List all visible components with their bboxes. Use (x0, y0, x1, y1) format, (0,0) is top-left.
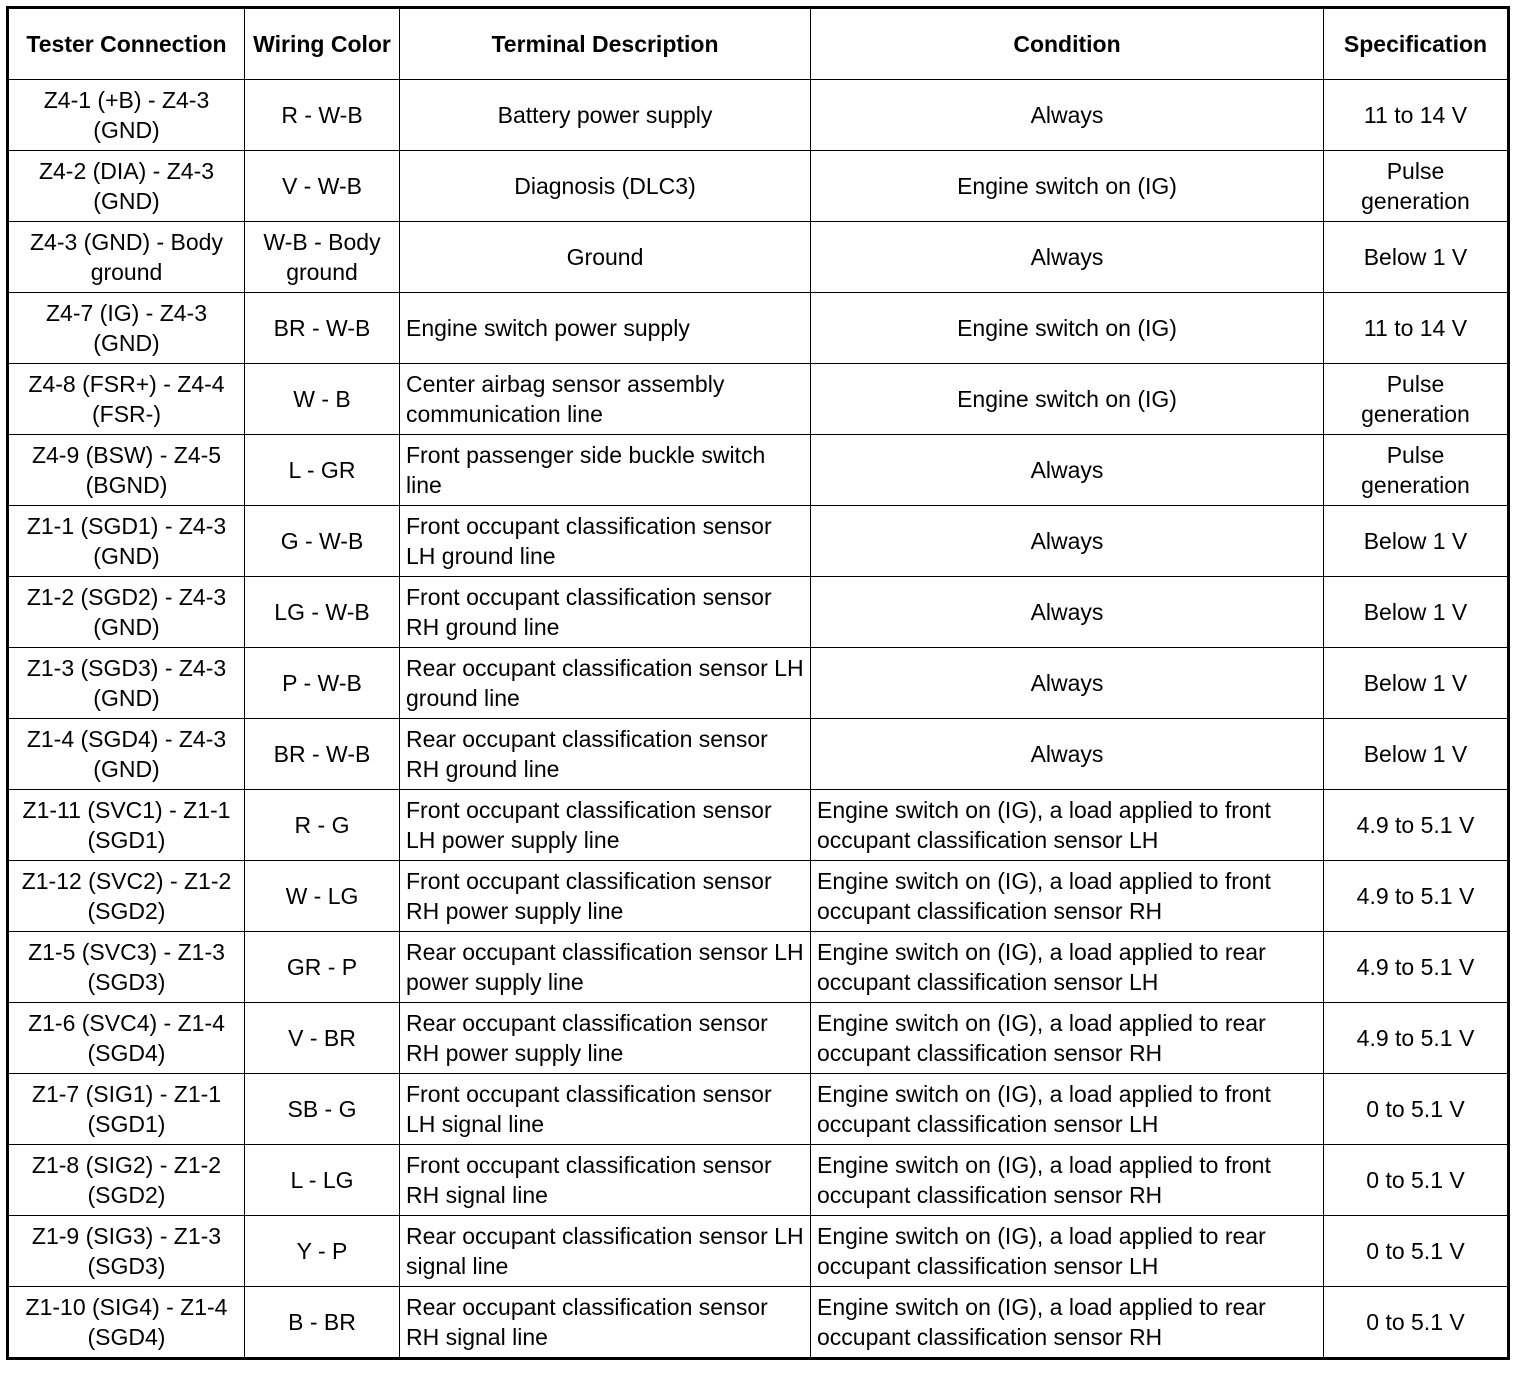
specification-cell: Pulse generation (1324, 151, 1509, 222)
table-row (8, 790, 1509, 861)
specification-cell: Below 1 V (1324, 648, 1509, 719)
wiring-color-cell: G - W-B (245, 506, 400, 577)
condition-cell: Engine switch on (IG), a load applied to rear occupant classification sensor RH (811, 1287, 1324, 1359)
condition-cell: Always (811, 577, 1324, 648)
specification-cell: 11 to 14 V (1324, 80, 1509, 151)
tester-connection-cell: Z1-4 (SGD4) - Z4-3 (GND) (8, 719, 245, 790)
table-row (8, 1074, 1509, 1145)
terminal-description-cell: Center airbag sensor assembly communication line (400, 364, 811, 435)
specification-cell: 4.9 to 5.1 V (1324, 932, 1509, 1003)
terminal-description-cell: Rear occupant classification sensor RH power supply line (400, 1003, 811, 1074)
table-row (8, 577, 1509, 648)
tester-connection-cell: Z4-9 (BSW) - Z4-5 (BGND) (8, 435, 245, 506)
table-row (8, 435, 1509, 506)
terminal-description-cell: Front passenger side buckle switch line (400, 435, 811, 506)
condition-cell: Always (811, 506, 1324, 577)
tester-connection-cell: Z4-3 (GND) - Body ground (8, 222, 245, 293)
condition-cell: Engine switch on (IG), a load applied to front occupant classification sensor LH (811, 1074, 1324, 1145)
table-row (8, 151, 1509, 222)
table-row (8, 506, 1509, 577)
condition-cell: Engine switch on (IG), a load applied to front occupant classification sensor RH (811, 1145, 1324, 1216)
condition-cell: Engine switch on (IG), a load applied to rear occupant classification sensor LH (811, 932, 1324, 1003)
wiring-color-cell: BR - W-B (245, 293, 400, 364)
wiring-color-cell: V - W-B (245, 151, 400, 222)
tester-connection-cell: Z1-3 (SGD3) - Z4-3 (GND) (8, 648, 245, 719)
specification-cell: 4.9 to 5.1 V (1324, 1003, 1509, 1074)
specification-cell: 4.9 to 5.1 V (1324, 790, 1509, 861)
specification-cell: Below 1 V (1324, 222, 1509, 293)
terminal-description-cell: Ground (400, 222, 811, 293)
specification-cell: 11 to 14 V (1324, 293, 1509, 364)
terminal-description-cell: Battery power supply (400, 80, 811, 151)
wiring-color-cell: P - W-B (245, 648, 400, 719)
specification-cell: 0 to 5.1 V (1324, 1145, 1509, 1216)
table-row (8, 1145, 1509, 1216)
terminal-description-cell: Front occupant classification sensor RH ground line (400, 577, 811, 648)
table-row (8, 719, 1509, 790)
wiring-color-cell: R - W-B (245, 80, 400, 151)
tester-connection-cell: Z1-1 (SGD1) - Z4-3 (GND) (8, 506, 245, 577)
wiring-color-cell: LG - W-B (245, 577, 400, 648)
wiring-color-cell: L - LG (245, 1145, 400, 1216)
tester-connection-cell: Z1-11 (SVC1) - Z1-1 (SGD1) (8, 790, 245, 861)
wiring-color-cell: L - GR (245, 435, 400, 506)
header-row (8, 8, 1509, 80)
header-condition: Condition (811, 8, 1324, 80)
tester-connection-cell: Z1-12 (SVC2) - Z1-2 (SGD2) (8, 861, 245, 932)
header-terminal-description: Terminal Description (400, 8, 811, 80)
terminal-description-cell: Rear occupant classification sensor RH signal line (400, 1287, 811, 1359)
condition-cell: Always (811, 719, 1324, 790)
condition-cell: Engine switch on (IG), a load applied to front occupant classification sensor LH (811, 790, 1324, 861)
wiring-color-cell: GR - P (245, 932, 400, 1003)
tester-connection-cell: Z4-7 (IG) - Z4-3 (GND) (8, 293, 245, 364)
tester-connection-cell: Z4-1 (+B) - Z4-3 (GND) (8, 80, 245, 151)
header-specification: Specification (1324, 8, 1509, 80)
condition-cell: Engine switch on (IG) (811, 364, 1324, 435)
specification-cell: Below 1 V (1324, 506, 1509, 577)
header-wiring-color: Wiring Color (245, 8, 400, 80)
condition-cell: Engine switch on (IG) (811, 293, 1324, 364)
table-row (8, 648, 1509, 719)
wiring-color-cell: R - G (245, 790, 400, 861)
table-row (8, 80, 1509, 151)
table-row (8, 1287, 1509, 1359)
condition-cell: Always (811, 222, 1324, 293)
terminal-description-cell: Front occupant classification sensor LH signal line (400, 1074, 811, 1145)
specification-cell: Pulse generation (1324, 435, 1509, 506)
specification-cell: Pulse generation (1324, 364, 1509, 435)
condition-cell: Engine switch on (IG), a load applied to rear occupant classification sensor LH (811, 1216, 1324, 1287)
table-row (8, 1003, 1509, 1074)
tester-connection-cell: Z1-9 (SIG3) - Z1-3 (SGD3) (8, 1216, 245, 1287)
wiring-color-cell: W - B (245, 364, 400, 435)
condition-cell: Engine switch on (IG), a load applied to rear occupant classification sensor RH (811, 1003, 1324, 1074)
tester-connection-cell: Z1-7 (SIG1) - Z1-1 (SGD1) (8, 1074, 245, 1145)
condition-cell: Engine switch on (IG), a load applied to front occupant classification sensor RH (811, 861, 1324, 932)
tester-connection-cell: Z1-6 (SVC4) - Z1-4 (SGD4) (8, 1003, 245, 1074)
specification-cell: Below 1 V (1324, 719, 1509, 790)
wiring-color-cell: W - LG (245, 861, 400, 932)
terminal-description-cell: Engine switch power supply (400, 293, 811, 364)
wiring-color-cell: Y - P (245, 1216, 400, 1287)
terminal-description-cell: Rear occupant classification sensor LH ground line (400, 648, 811, 719)
tester-connection-cell: Z1-2 (SGD2) - Z4-3 (GND) (8, 577, 245, 648)
wiring-color-cell: V - BR (245, 1003, 400, 1074)
tester-connection-cell: Z4-8 (FSR+) - Z4-4 (FSR-) (8, 364, 245, 435)
wiring-color-cell: W-B - Body ground (245, 222, 400, 293)
table-body (8, 80, 1509, 1359)
terminal-description-cell: Front occupant classification sensor LH power supply line (400, 790, 811, 861)
table-row (8, 1216, 1509, 1287)
specification-cell: 4.9 to 5.1 V (1324, 861, 1509, 932)
specification-cell: 0 to 5.1 V (1324, 1287, 1509, 1359)
tester-connection-cell: Z4-2 (DIA) - Z4-3 (GND) (8, 151, 245, 222)
specification-cell: 0 to 5.1 V (1324, 1074, 1509, 1145)
table-row (8, 861, 1509, 932)
terminal-description-cell: Front occupant classification sensor RH power supply line (400, 861, 811, 932)
condition-cell: Always (811, 648, 1324, 719)
header-tester-connection: Tester Connection (8, 8, 245, 80)
terminal-description-cell: Front occupant classification sensor RH signal line (400, 1145, 811, 1216)
terminal-description-cell: Rear occupant classification sensor LH signal line (400, 1216, 811, 1287)
wiring-color-cell: BR - W-B (245, 719, 400, 790)
terminal-description-cell: Rear occupant classification sensor RH ground line (400, 719, 811, 790)
table-row (8, 222, 1509, 293)
terminal-description-cell: Front occupant classification sensor LH ground line (400, 506, 811, 577)
tester-connection-cell: Z1-10 (SIG4) - Z1-4 (SGD4) (8, 1287, 245, 1359)
table-row (8, 932, 1509, 1003)
wiring-color-cell: B - BR (245, 1287, 400, 1359)
condition-cell: Engine switch on (IG) (811, 151, 1324, 222)
condition-cell: Always (811, 435, 1324, 506)
terminal-description-cell: Diagnosis (DLC3) (400, 151, 811, 222)
wiring-color-cell: SB - G (245, 1074, 400, 1145)
specification-cell: 0 to 5.1 V (1324, 1216, 1509, 1287)
terminal-spec-table (6, 6, 1510, 1360)
table-row (8, 364, 1509, 435)
table-row (8, 293, 1509, 364)
tester-connection-cell: Z1-8 (SIG2) - Z1-2 (SGD2) (8, 1145, 245, 1216)
tester-connection-cell: Z1-5 (SVC3) - Z1-3 (SGD3) (8, 932, 245, 1003)
specification-cell: Below 1 V (1324, 577, 1509, 648)
terminal-description-cell: Rear occupant classification sensor LH power supply line (400, 932, 811, 1003)
condition-cell: Always (811, 80, 1324, 151)
